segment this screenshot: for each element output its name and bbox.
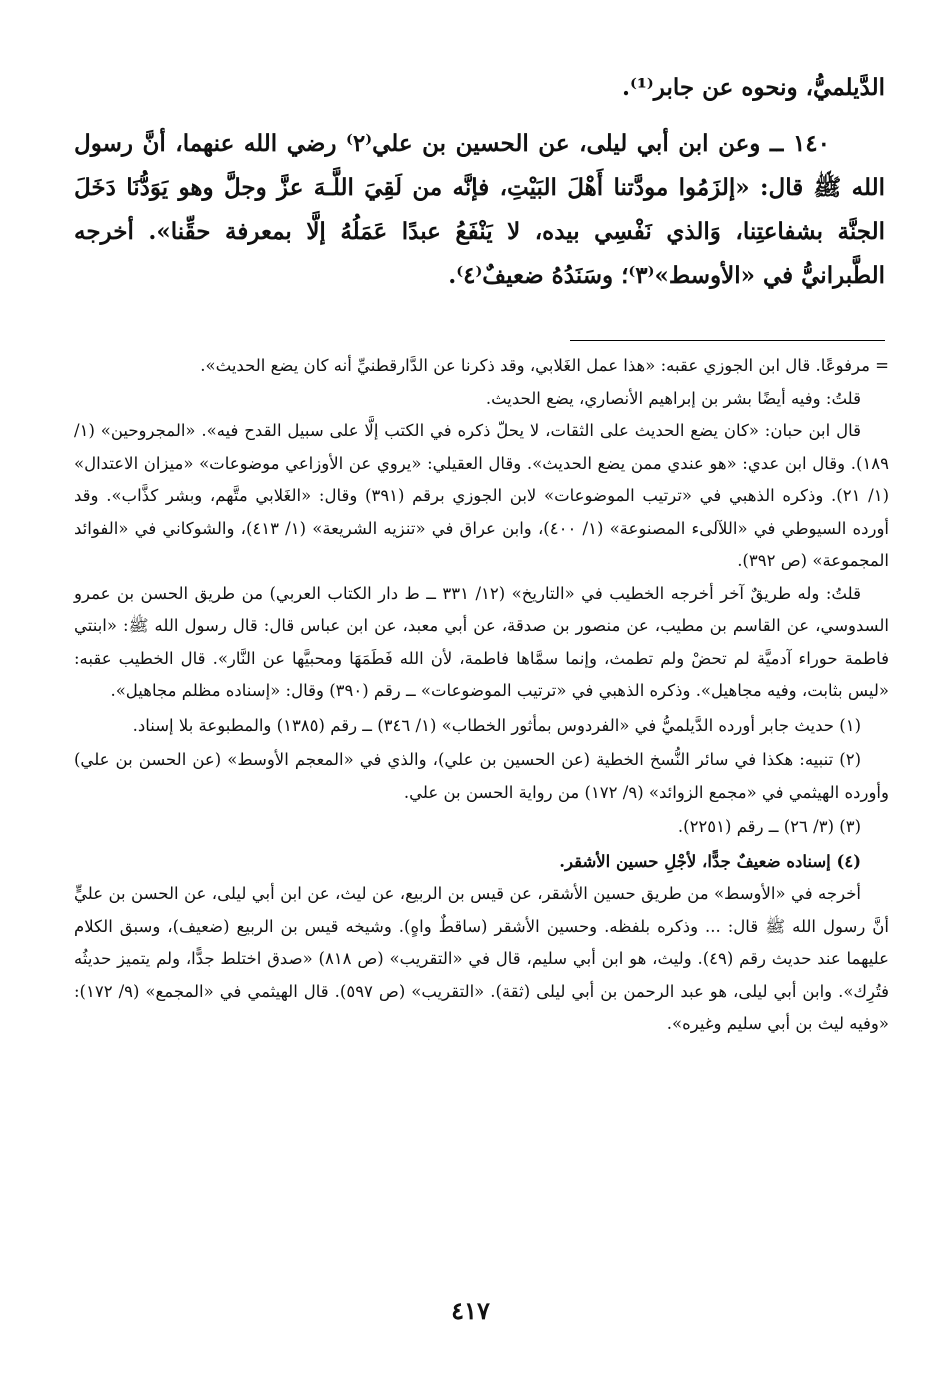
continuation-line: الدَّيلميُّ، ونحوه عن جابر⁽¹⁾. — [621, 74, 885, 101]
footnote-2: (٢) تنبيه: هكذا في سائر النُّسخ الخطية (عن الحسين بن علي)، والذي في «المعجم الأوسط» (عن الحسن بن علي) وأورده الهيثمي في «مجمع الزوائد» (٩/ ١٧٢) من رواية الحسن بن علي. — [74, 750, 889, 802]
footnote-3: (٣) (٣/ ٢٦) ــ رقم (٢٢٥١). — [677, 817, 861, 836]
page-number: ٤١٧ — [451, 1296, 490, 1325]
footnotes — [74, 350, 889, 1041]
note-qultu-2: قلتُ: وله طريقٌ آخر أخرجه الخطيب في «التاريخ» (١٢/ ٣٣١ ــ ط دار الكتاب العربي) من طريق الحسن بن عمرو السدوسي، عن القاسم بن مطيب، عن منصور بن صدقة، عن أبي معبد، عن ابن عباس قال: قال رسول الله ﷺ: «ابنتي فاطمة حوراء آدميَّة لم تحضْ ولم تطمث، وإنما سمَّاها فاطمة، لأن الله فَطَمَهَا ومحبيَّها عن النَّار». قال الخطيب عقبه: «ليس بثابت، وفيه مجاهيل». وذكره الذهبي في «ترتيب الموضوعات» ــ رقم (٣٩٠) وقال: «إسناده مظلم مجاهيل». — [74, 583, 889, 700]
footnote-1: (١) حديث جابر أورده الدَّيلميُّ في «الفردوس بمأثور الخطاب» (١/ ٣٤٦) ــ رقم (١٣٨٥) والمطبوعة بلا إسناد. — [132, 715, 861, 735]
main-text — [74, 66, 885, 298]
note-qultu-1: قلتُ: وفيه أيضًا بشر بن إبراهيم الأنصاري، يضع الحديث. — [485, 388, 861, 408]
note-ibn-hibban: قال ابن حبان: «كان يضع الحديث على الثقات، لا يحلّ ذكره في الكتب إلَّا على سبيل القدح فيه». «المجروحين» (١/ ١٨٩). وقال ابن عدي: «هو عندي ممن يضع الحديث». وقال العقيلي: «يروي عن الأوزاعي موضوعات» «ميزان الاعتدال» (١/ ٢١). وذكره الذهبي في «ترتيب الموضوعات» لابن الجوزي برقم (٣٩١) وقال: «الغَلابي متَّهم، وبشر كذَّاب». وقد أورده السيوطي في «اللآلىء المصنوعة» (١/ ٤٠٠)، وابن عراق في «تنزيه الشريعة» (١/ ٤١٣)، والشوكاني في «الفوائد المجموعة» (ص ٣٩٢). — [74, 421, 889, 570]
footnote-separator — [570, 340, 885, 341]
footnote-4: (٤) إسناده ضعيفٌ جدًّا، لأجْلِ حسين الأشقر. — [559, 851, 861, 871]
footnote-4-detail: أخرجه في «الأوسط» من طريق حسين الأشقر، عن قيس بن الربيع، عن ليث، عن ابن أبي ليلى، عن الحسن بن عليٍّ أنَّ رسول الله ﷺ قال: ... وذكره بلفظه. وحسين الأشقر (ساقطٌ واهٍ). وشيخه قيس بن الربيع (ضعيف)، وسبق الكلام عليهما عند حديث رقم (٤٩). وليث، هو ابن أبي سليم، قال في «التقريب» (ص ٨١٨) «صدق اختلط جدًّا، ولم يتميز حديثُه فتُرِك». وابن أبي ليلى، هو عبد الرحمن بن أبي ليلى (ثقة). «التقريب» (ص ٥٩٧). قال الهيثمي في «المجمع» (٩/ ١٧٢): «وفيه ليث بن أبي سليم وغيره». — [74, 884, 890, 1033]
note-continuation: = مرفوعًا. قال ابن الجوزي عقبه: «هذا عمل الغَلابي، وقد ذكرنا عن الدَّارقطنيِّ أنه كان يضع الحديث». — [200, 356, 889, 375]
hadith-140: ١٤٠ ــ وعن ابن أبي ليلى، عن الحسين بن علي⁽٢⁾ رضي الله عنهما، أنَّ رسول الله ﷺ قال: «إلزَمُوا مودَّتنا أَهْلَ البَيْتِ، فإنَّه من لَقِيَ اللَّـهَ عزَّ وجلَّ وهو يَوَدُّنَا دَخَلَ الجنَّة بشفاعتِنا، وَالذي نَفْسِي بيده، لا يَنْفَعُ عبدًا عَمَلُهُ إلَّا بمعرفة حقِّنا». أخرجه الطَّبرانيُّ في «الأوسط»⁽٣⁾؛ وسَنَدُهُ ضعيفٌ⁽٤⁾. — [74, 130, 885, 289]
